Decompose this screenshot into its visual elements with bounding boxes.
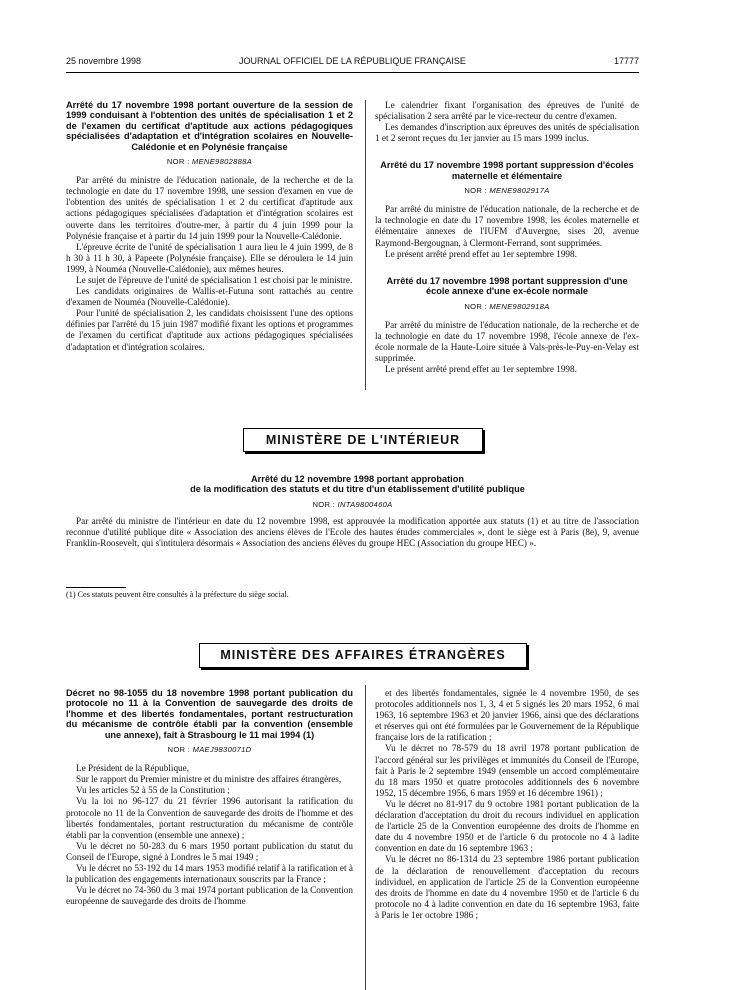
paragraph: Les demandes d'inscription aux épreuves des unités de spécialisation 1 et 2 seront reçues du 1er janvier au 15 mars 1999 inclus.: [375, 122, 639, 144]
header-date: 25 novembre 1998: [66, 56, 142, 66]
paragraph: Vu la loi no 96-127 du 21 février 1996 autorisant la ratification du protocole no 11 de la Convention de sauvegarde des droits de l'homme et des libertés fondamentales, portant restructuration du mécanisme de contrôle établi par la convention (ensemble une annexe) ;: [66, 796, 353, 840]
paragraph: Le sujet de l'épreuve de l'unité de spécialisation 1 est choisi par le ministre.: [76, 274, 353, 285]
paragraph: Par arrêté du ministre de l'éducation nationale, de la recherche et de la technologie en date du 17 novembre 1998, l'école annexe de l'ex-école normale de la Haute-Loire située à Vals-près-le-Puy-en-Velay est supprimée.: [375, 319, 639, 363]
article-body: [375, 204, 639, 259]
paragraph: Le présent arrêté prend effet au 1er septembre 1998.: [385, 364, 577, 375]
decree-title: Décret no 98-1055 du 18 novembre 1998 portant publication du protocole no 11 à la Convention de sauvegarde des droits de l'homme et des libertés fondamentales, portant restructuration du mécanisme de contrôle établi par la convention (ensemble une annexe), fait à Strasbourg le 11 mai 1994 (1): [66, 688, 353, 740]
article-title: Arrêté du 17 novembre 1998 portant suppression d'écoles maternelle et élémentaire: [380, 160, 634, 181]
paragraph: Par arrêté du ministre de l'éducation nationale, de la recherche et de la technologie en date du 17 novembre 1998, une session d'examen en vue de l'obtention des unités de spécialisation 1 et 2 du certificat d'aptitude aux actions pédagogiques spécialisées d'adaptation et d'intégration scolaires est ouverte dans les territoires d'outre-mer, à partir du 4 juin 1999 pour la Polynésie française et à partir du 14 juin 1999 pour la Nouvelle-Calédonie.: [66, 175, 353, 241]
article-body: [375, 320, 639, 375]
interieur-article: [66, 474, 639, 549]
footnote-rule: [66, 587, 126, 588]
column-separator: [365, 100, 366, 390]
article-title-line1: Arrêté du 12 novembre 1998 portant approbation: [251, 474, 464, 484]
nor-reference: NOR : MAEJ9830071D: [167, 745, 252, 755]
paragraph: Vu les articles 52 à 55 de la Constitution ;: [76, 785, 230, 796]
paragraph: et des libertés fondamentales, signée le 4 novembre 1950, de ses protocoles additionnels nos 1, 3, 4 et 5 signés les 20 mars 1952, 6 mai 1963, 16 septembre 1963 et 20 janvier 1966, ainsi que des déclarations et réserves qui ont été formulées par le Gouvernement de la République française lors de la ratification ;: [375, 688, 639, 743]
article-title: Arrêté du 17 novembre 1998 portant ouverture de la session de 1999 conduisant à l'obtention des unités de spécialisation 1 et 2 de l'examen du certificat d'aptitude aux actions pédagogiques spécialisées d'adaptation et d'intégration scolaires en Nouvelle-Calédonie et en Polynésie française: [66, 100, 353, 152]
page-header: [66, 56, 639, 70]
etrangeres-left-column: [66, 688, 353, 907]
article-body: Par arrêté du ministre de l'intérieur en date du 12 novembre 1998, est approuvée la modification apportée aux statuts (1) et au titre de l'association reconnue d'utilité publique dite « Association des anciens élèves de l'Ecole des hautes études commerciales », dont le siège est à Paris (8e), 9, avenue Franklin-Roosevelt, qui s'intitulera désormais « Association des anciens élèves du groupe HEC (Association du groupe HEC) ».: [66, 515, 639, 548]
paragraph: Vu le décret no 53-192 du 14 mars 1953 modifié relatif à la ratification et à la publication des engagements internationaux souscrits par la France ;: [66, 862, 353, 885]
column-separator: [365, 685, 366, 990]
header-page-number: 17777: [613, 56, 639, 66]
paragraph: Le calendrier fixant l'organisation des épreuves de l'unité de spécialisation 2 sera arrêté par le vice-recteur du centre d'examen.: [375, 100, 639, 122]
paragraph: Vu le décret no 74-360 du 3 mai 1974 portant publication de la Convention européenne de sauvegarde des droits de l'homme: [66, 885, 353, 907]
footnote: (1) Ces statuts peuvent être consultés à la préfecture du siège social.: [66, 590, 289, 599]
decree-body: [66, 763, 353, 907]
decree-body-continued: [375, 688, 639, 921]
ministry-heading-interieur: MINISTÈRE DE L'INTÉRIEUR: [243, 428, 483, 452]
nor-reference: NOR : MENE9802888A: [166, 157, 253, 167]
paragraph: Vu le décret no 50-283 du 6 mars 1950 portant publication du statut du Conseil de l'Europe, signé à Londres le 5 mai 1949 ;: [66, 840, 353, 862]
right-column-top: [375, 100, 639, 375]
article-title: Arrêté du 17 novembre 1998 portant suppression d'une école annexe d'une ex-école normale: [386, 275, 628, 297]
nor-reference: NOR : INTA9800460A: [312, 499, 393, 509]
paragraph: Pour l'unité de spécialisation 2, les candidats choisissent l'une des options définies par l'arrêté du 15 juin 1987 modifié fixant les options et programmes de l'examen du certificat d'aptitude aux actions pédagogiques spécialisées d'adaptation et d'intégration scolaires.: [66, 308, 353, 352]
paragraph: Les candidats originaires de Wallis-et-Futuna sont rattachés au centre d'examen de Nouméa (Nouvelle-Calédonie).: [66, 286, 353, 308]
paragraph: Vu le décret no 78-579 du 18 avril 1978 portant publication de l'accord général sur les privilèges et immunités du Conseil de l'Europe, fait à Paris le 2 septembre 1949 (ensemble un accord complémentaire du 18 mars 1950 et quatre protocoles additionnels des 6 novembre 1952, 15 décembre 1956, 6 mars 1959 et 16 décembre 1961) ;: [375, 743, 639, 798]
paragraph: Le présent arrêté prend effet au 1er septembre 1998.: [385, 248, 577, 259]
article-body: [66, 175, 353, 353]
paragraph: Vu le décret no 81-917 du 9 octobre 1981 portant publication de la déclaration d'acceptation du droit du recours individuel en application de l'article 25 de la Convention européenne des droits de l'homme en date du 4 novembre 1950 et de l'article 6 du protocole no 4 à ladite convention en date du 16 septembre 1963 ;: [375, 798, 639, 854]
left-column-top: [66, 100, 353, 353]
ministry-heading-etrangeres: MINISTÈRE DES AFFAIRES ÉTRANGÈRES: [199, 643, 527, 668]
nor-reference: NOR : MENE9802917A: [464, 186, 550, 196]
header-rule: [66, 72, 639, 73]
paragraph: Le Président de la République,: [76, 763, 190, 774]
paragraph: Sur le rapport du Premier ministre et du ministre des affaires étrangères,: [76, 774, 342, 785]
paragraph: Par arrêté du ministre de l'éducation nationale, de la recherche et de la technologie en date du 17 novembre 1998, les écoles maternelle et élémentaire annexes de l'IUFM d'Auvergne, sises 20, avenue Raymond-Bergougnan, à Clermont-Ferrand, sont supprimées.: [375, 204, 639, 248]
article-body-continued: [375, 100, 639, 144]
nor-reference: NOR : MENE9802918A: [464, 301, 550, 311]
article-title-line2: de la modification des statuts et du titre d'un établissement d'utilité publique: [190, 484, 525, 495]
etrangeres-right-column: [375, 688, 639, 921]
header-journal-title: JOURNAL OFFICIEL DE LA RÉPUBLIQUE FRANÇAISE: [239, 56, 466, 66]
paragraph: L'épreuve écrite de l'unité de spécialisation 1 aura lieu le 4 juin 1999, de 8 h 30 à 11 h 30, à Papeete (Polynésie française). Elle se déroulera le 14 juin 1999, à Nouméa (Nouvelle-Calédonie), aux mêmes heures.: [66, 241, 353, 274]
paragraph: Vu le décret no 86-1314 du 23 septembre 1986 portant publication de la déclaration de renouvellement d'acceptation du recours individuel, en application de l'article 25 de la Convention européenne des droits de l'homme en date du 4 novembre 1950 et de l'article 6 du protocole no 4 à ladite convention en date du 16 septembre 1963, faite à Paris le 1er octobre 1986 ;: [375, 854, 639, 920]
